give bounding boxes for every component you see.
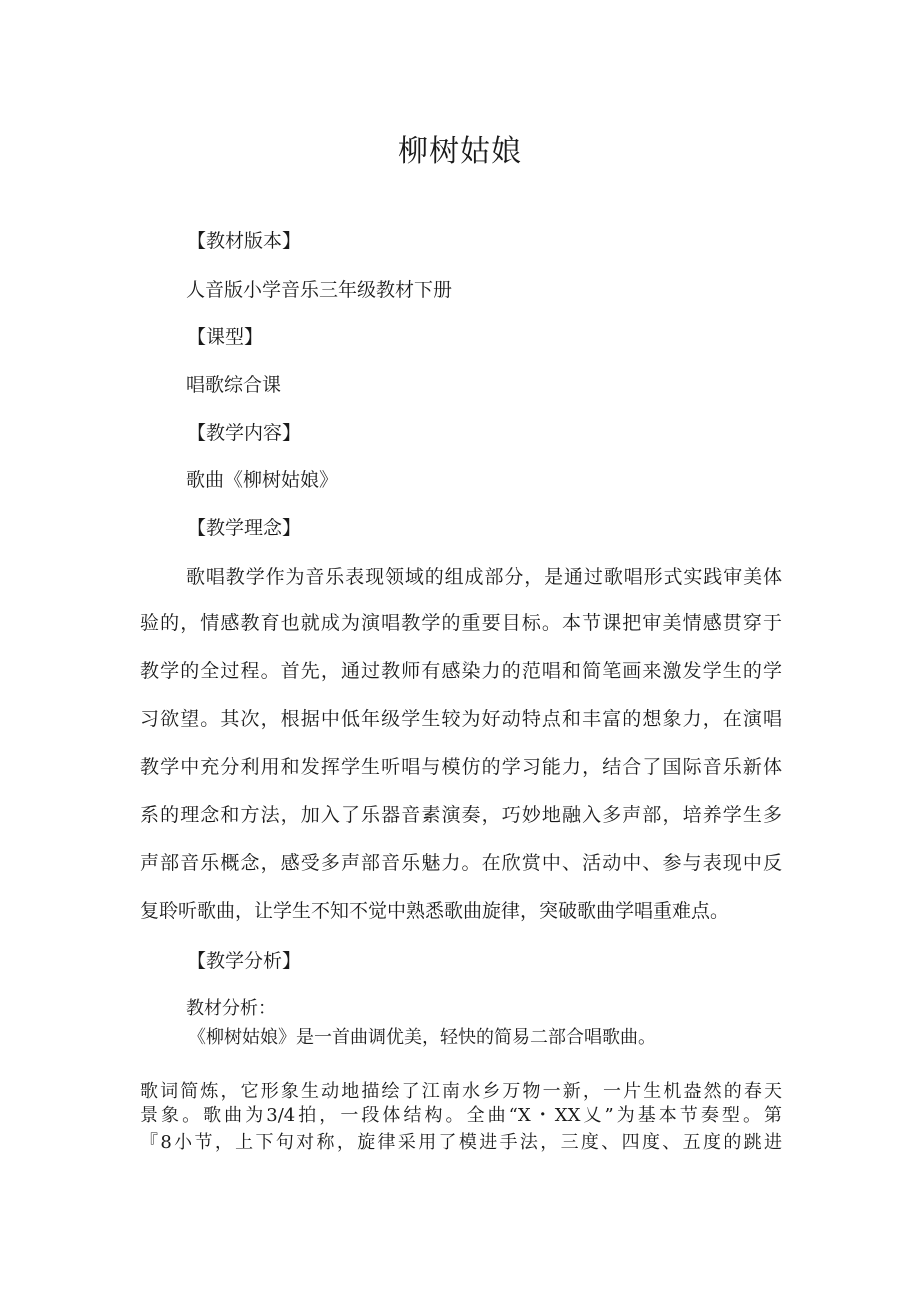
concept-line: 复聆听歌曲，让学生不知不觉中熟悉歌曲旋律，突破歌曲学唱重难点。	[140, 900, 730, 922]
concept-line: 系的理念和方法，加入了乐器音素演奏，巧妙地融入多声部，培养学生多	[140, 804, 782, 826]
analysis-subheading: 教材分析：	[186, 998, 276, 1019]
section-heading-content: 【教学内容】	[187, 422, 302, 444]
analysis-line: 『8小节，上下句对称，旋律采用了模进手法，三度、四度、五度的跳进	[140, 1132, 782, 1153]
concept-line: 验的，情感教育也就成为演唱教学的重要目标。本节课把审美情感贯穿于	[140, 612, 782, 634]
analysis-line: 《柳树姑娘》是一首曲调优美，轻快的简易二部合唱歌曲。	[188, 1027, 656, 1048]
concept-line: 教学的全过程。首先，通过教师有感染力的范唱和简笔画来激发学生的学	[140, 660, 782, 682]
concept-line: 教学中充分利用和发挥学生听唱与模仿的学习能力，结合了国际音乐新体	[140, 756, 782, 778]
edition-text: 人音版小学音乐三年级教材下册	[186, 279, 453, 301]
section-heading-type: 【课型】	[187, 326, 264, 348]
content-text: 歌曲《柳树姑娘》	[186, 469, 339, 491]
analysis-line: 歌词简炼，它形象生动地描绘了江南水乡万物一新，一片生机盎然的春天	[140, 1081, 782, 1102]
concept-line: 声部音乐概念，感受多声部音乐魅力。在欣赏中、活动中、参与表现中反	[140, 852, 782, 874]
concept-line: 习欲望。其次，根据中低年级学生较为好动特点和丰富的想象力，在演唱	[140, 708, 782, 730]
document-title: 柳树姑娘	[398, 134, 522, 169]
section-heading-concept: 【教学理念】	[187, 517, 302, 539]
section-heading-edition: 【教材版本】	[187, 230, 302, 252]
section-heading-analysis: 【教学分析】	[187, 950, 302, 972]
type-text: 唱歌综合课	[186, 374, 282, 396]
concept-line: 歌唱教学作为音乐表现领域的组成部分，是通过歌唱形式实践审美体	[186, 566, 782, 588]
analysis-line: 景象。歌曲为3/4拍，一段体结构。全曲“X・XX乂”为基本节奏型。第	[140, 1105, 782, 1126]
